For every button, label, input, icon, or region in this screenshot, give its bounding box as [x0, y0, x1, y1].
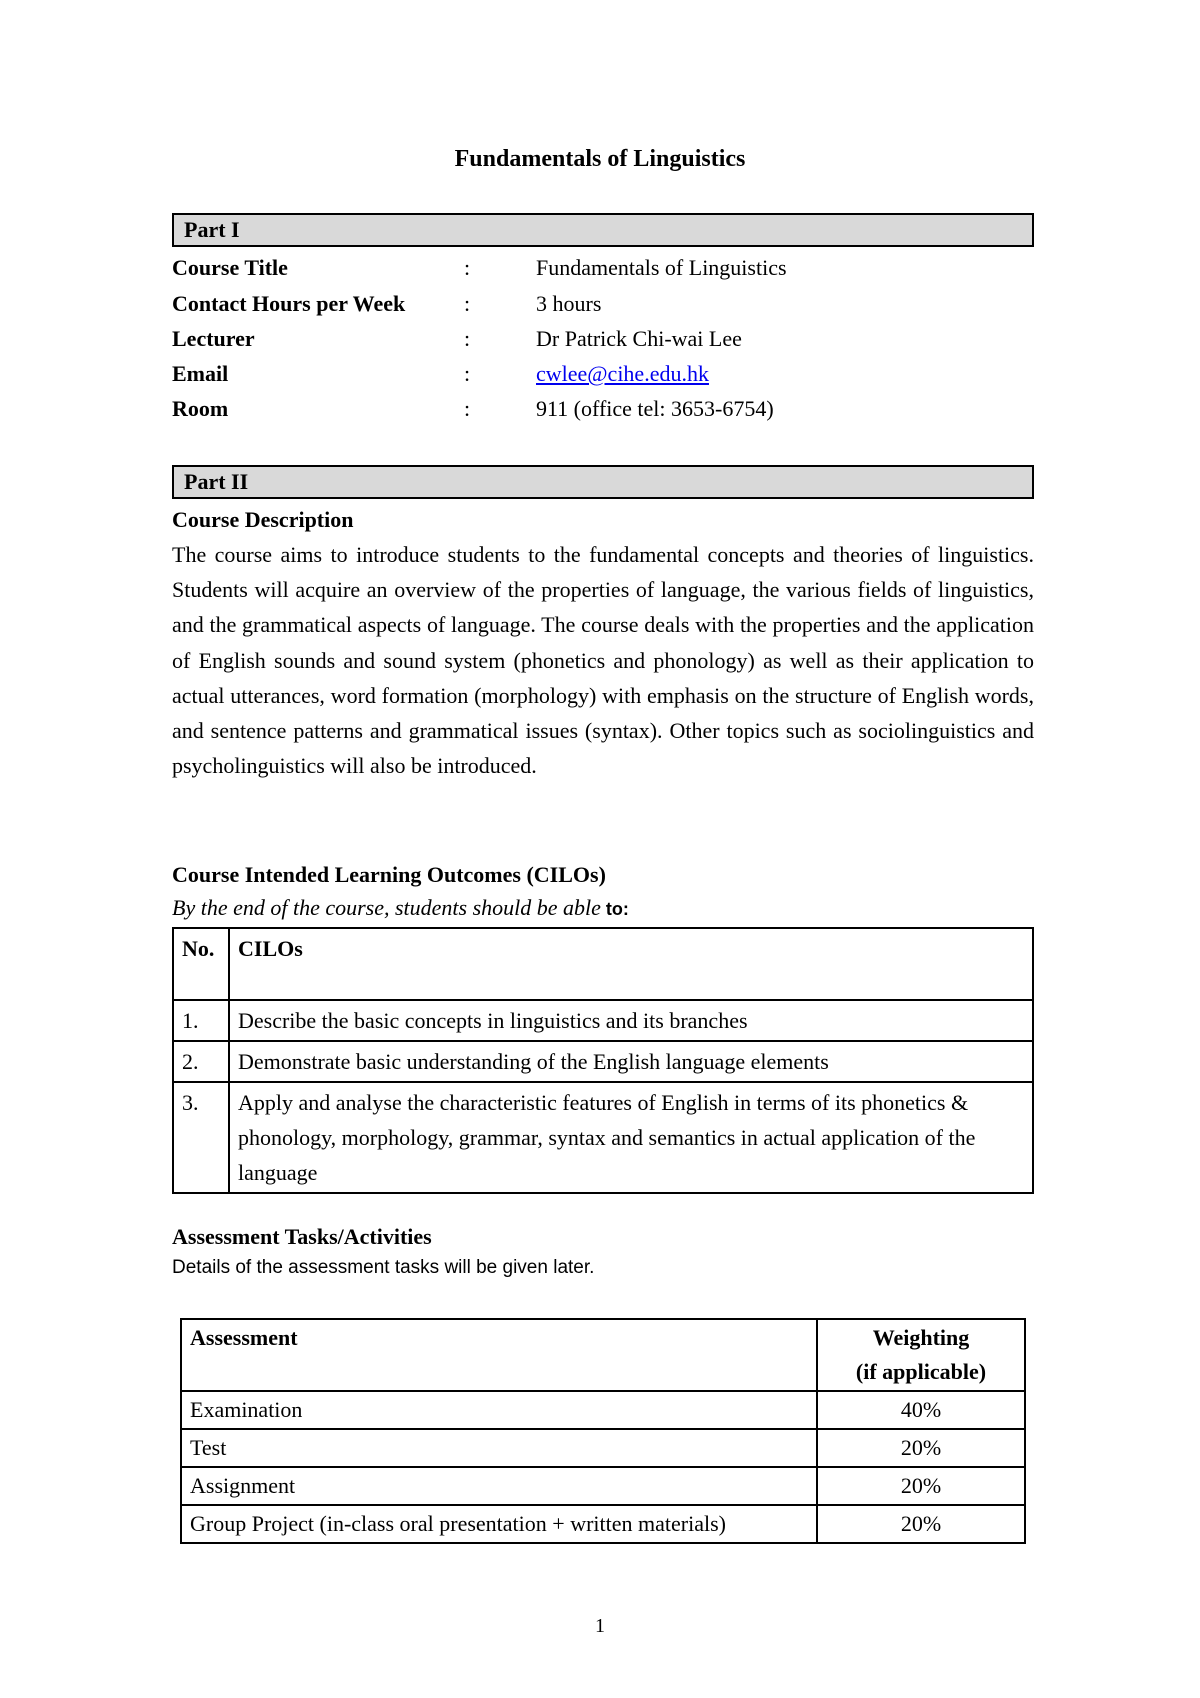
cilos-intro-tail: to:: [600, 899, 629, 919]
cilo-number: 1.: [173, 1000, 229, 1041]
table-row: [173, 1000, 1033, 1041]
cilos-header-cilos: CILOs: [229, 928, 1033, 1000]
room-value: 911 (office tel: 3653-6754): [536, 396, 774, 421]
table-row: [173, 1041, 1033, 1082]
assessment-weight: 20%: [817, 1467, 1025, 1505]
cilos-intro: [172, 895, 629, 921]
email-label: Email: [172, 361, 229, 386]
weighting-sublabel: (if applicable): [855, 1359, 987, 1384]
assessment-task: Examination: [181, 1391, 817, 1429]
cilos-table: [172, 927, 1034, 1194]
page-number: 1: [595, 1615, 605, 1637]
email-link[interactable]: cwlee@cihe.edu.hk: [536, 361, 709, 386]
assessment-table-header: [181, 1319, 1025, 1391]
table-row: [181, 1391, 1025, 1429]
table-row: [181, 1429, 1025, 1467]
cilo-number: 2.: [173, 1041, 229, 1082]
email-row: [172, 357, 1034, 391]
assessment-heading: Assessment Tasks/Activities: [172, 1224, 432, 1249]
course-title-colon: :: [464, 255, 471, 280]
part-two-header: Part II: [172, 465, 1034, 499]
assessment-header-weighting: [817, 1319, 1025, 1391]
contact-hours-label: Contact Hours per Week: [172, 291, 406, 316]
lecturer-colon: :: [464, 326, 471, 351]
contact-hours-colon: :: [464, 291, 471, 316]
lecturer-row: [172, 322, 1034, 356]
cilo-text: Apply and analyse the characteristic features of English in terms of its phonetics & phonology, morphology, grammar, syntax and semantics in actual application of the language: [229, 1082, 1033, 1193]
room-label: Room: [172, 396, 229, 421]
weighting-label: Weighting: [872, 1325, 970, 1350]
assessment-weight: 20%: [817, 1505, 1025, 1543]
room-colon: :: [464, 396, 471, 421]
assessment-weight: 40%: [817, 1391, 1025, 1429]
lecturer-value: Dr Patrick Chi-wai Lee: [536, 326, 742, 351]
course-title-row: [172, 251, 1034, 285]
cilo-number: 3.: [173, 1082, 229, 1193]
assessment-weight: 20%: [817, 1429, 1025, 1467]
lecturer-label: Lecturer: [172, 326, 255, 351]
course-title-value: Fundamentals of Linguistics: [536, 255, 787, 280]
cilo-text: Demonstrate basic understanding of the English language elements: [229, 1041, 1033, 1082]
contact-hours-row: [172, 287, 1034, 321]
table-row: [181, 1467, 1025, 1505]
assessment-note: Details of the assessment tasks will be given later.: [172, 1257, 595, 1278]
course-description-heading: Course Description: [172, 507, 354, 532]
cilos-heading: Course Intended Learning Outcomes (CILOs): [172, 862, 606, 887]
assessment-task: Assignment: [181, 1467, 817, 1505]
document-title: Fundamentals of Linguistics: [454, 146, 746, 172]
email-colon: :: [464, 361, 471, 386]
course-title-label: Course Title: [172, 255, 288, 280]
contact-hours-value: 3 hours: [536, 291, 602, 316]
cilos-header-no: No.: [173, 928, 229, 1000]
cilos-table-header: [173, 928, 1033, 1000]
course-description-text: The course aims to introduce students to the fundamental concepts and theories of linguistics. Students will acquire an overview of the properties of language, the various fields of linguistics, and the grammatical aspects of language. The course deals with the properties and the application of English sounds and sound system (phonetics and phonology) as well as their application to actual utterances, word formation (morphology) with emphasis on the structure of English words, and sentence patterns and grammatical issues (syntax). Other topics such as sociolinguistics and psycholinguistics will also be introduced.: [172, 542, 1034, 779]
assessment-task: Group Project (in-class oral presentation + written materials): [181, 1505, 817, 1543]
assessment-table: [180, 1318, 1026, 1544]
table-row: [181, 1505, 1025, 1543]
cilo-text: Describe the basic concepts in linguistics and its branches: [229, 1000, 1033, 1041]
assessment-task: Test: [181, 1429, 817, 1467]
assessment-header-task: Assessment: [181, 1319, 817, 1391]
part-one-header: Part I: [172, 213, 1034, 247]
room-row: [172, 392, 1034, 426]
cilos-intro-italic: By the end of the course, students should be able: [172, 895, 601, 920]
table-row: [173, 1082, 1033, 1193]
